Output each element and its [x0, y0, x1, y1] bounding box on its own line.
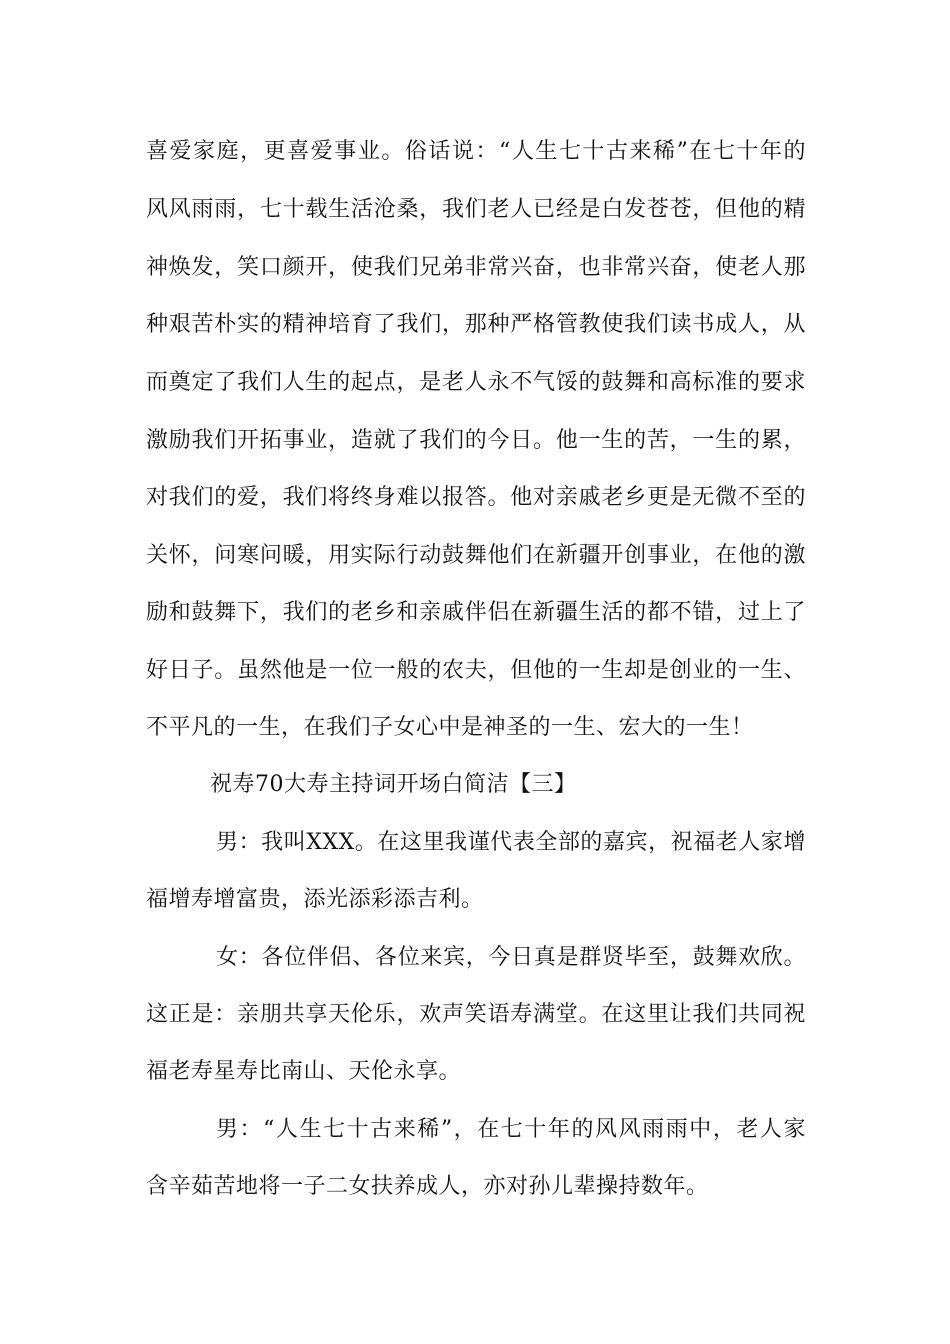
dialogue-line: 福增寿增富贵，添光添彩添吉利。: [146, 887, 484, 912]
dialogue-line: 含辛茹苦地将一子二女扶养成人，亦对孙儿辈操持数年。: [146, 1174, 709, 1199]
dialogue-line: 女：各位伴侣、各位来宾，今日真是群贤毕至，鼓舞欢欣。: [216, 945, 806, 970]
body-line: 励和鼓舞下，我们的老乡和亲戚伴侣在新疆生活的都不错，过上了: [146, 600, 806, 625]
section-heading: 祝寿70大寿主持词开场白简洁【三】: [210, 772, 577, 797]
body-line: 对我们的爱，我们将终身难以报答。他对亲戚老乡更是无微不至的: [146, 485, 806, 510]
body-line: 好日子。虽然他是一位一般的农夫，但他的一生却是创业的一生、: [146, 658, 806, 683]
dialogue-line: 这正是：亲朋共享天伦乐，欢声笑语寿满堂。在这里让我们共同祝: [146, 1002, 806, 1027]
body-line: 风风雨雨，七十载生活沧桑，我们老人已经是白发苍苍，但他的精: [146, 197, 806, 222]
body-line: 种艰苦朴实的精神培育了我们，那种严格管教使我们读书成人，从: [146, 312, 806, 337]
body-line: 喜爱家庭，更喜爱事业。俗话说：“人生七十古来稀”在七十年的: [146, 139, 806, 164]
body-line: 不平凡的一生，在我们子女心中是神圣的一生、宏大的一生！: [146, 715, 754, 740]
body-line: 激励我们开拓事业，造就了我们的今日。他一生的苦，一生的累，: [146, 428, 806, 453]
body-line: 而奠定了我们人生的起点，是老人永不气馁的鼓舞和高标准的要求: [146, 370, 806, 395]
dialogue-line: 男：我叫XXX。在这里我谨代表全部的嘉宾，祝福老人家增: [216, 830, 806, 855]
body-line: 神焕发，笑口颜开，使我们兄弟非常兴奋，也非常兴奋，使老人那: [146, 255, 806, 280]
body-line: 关怀，问寒问暖，用实际行动鼓舞他们在新疆开创事业，在他的激: [146, 543, 806, 568]
dialogue-line: 福老寿星寿比南山、天伦永享。: [146, 1059, 462, 1084]
dialogue-line: 男：“人生七十古来稀”，在七十年的风风雨雨中，老人家: [216, 1117, 806, 1142]
